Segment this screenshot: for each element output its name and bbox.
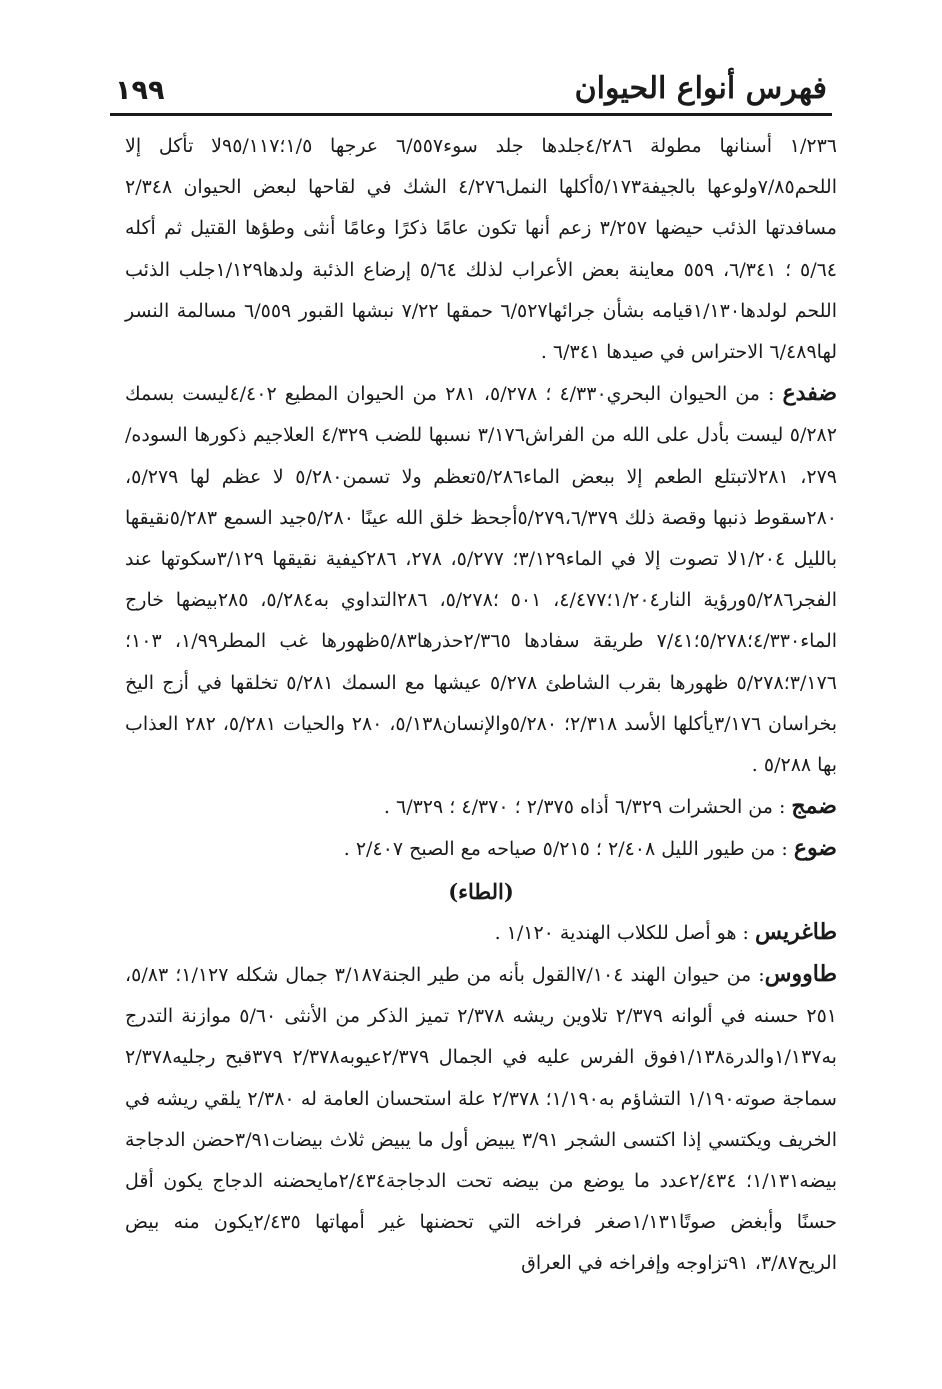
entry-text: : من حيوان الهند ٧/١٠٤القول بأنه من طير الجنة٣/١٨٧ جمال شكله ١/١٢٧؛ ٥/٨٣، ٢٥١ حسنه في ألوانه ٢/٣٧٩ تلاوين ريشه ٢/٣٧٨ تميز الذكر من الأنثى ٥/٦٠ موازنة التدرج به١/١٣٧والدرة١/١٣٨فوق الفرس عليه في الجمال ٢/٣٧٩عيوبه٢/٣٧٨ ٣٧٩قبح رجليه٢/٣٧٨ سماجة صوته١/١٩٠ التشاؤم به١/١٩٠؛ ٢/٣٧٨ علة استحسان العامة له ٢/٣٨٠ يلقي ريشه في الخريف ويكتسي إذا اكتسى الشجر ٣/٩١ يبيض أول ما يبيض ثلاث بيضات٣/٩١حضن الدجاجة بيضه١/١٣١؛ ٢/٤٣٤عدد ما يوضع من بيضه تحت الدجاجة٢/٤٣٤مايحضنه الدجاج يكون أقل حسنًا وأبغض صوتًا١/١٣١صغر فراخه التي تحضنها غير أمهاتها ٢/٤٣٥يكون منه بيض الريح٣/٨٧، ٩١تزاوجه وإفراخه في العراق — [125, 964, 838, 1275]
page-title: فهرس أنواع الحيوان — [574, 71, 827, 106]
index-entry — [125, 828, 837, 870]
entry-text: : من الحشرات ٦/٣٢٩ أذاه ٢/٣٧٥ ؛ ٤/٣٧٠ ؛ ٦/٣٢٩ . — [383, 796, 792, 819]
header-rule — [110, 113, 832, 116]
entry-text: : من الحيوان البحري٤/٣٣٠ ؛ ٥/٢٧٨، ٢٨١ من الحيوان المطيع ٤/٤٠٢ليست بسمك ٥/٢٨٢ ليست بأدل على الله من الفراش٣/١٧٦ نسبها للضب ٤/٣٢٩ العلاجيم ذكورها السوده/٢٧٩، ٢٨١لاتبتلع الطعم إلا ببعض الماء٥/٢٨٦تعظم ولا تسمن٥/٢٨٠ لا عظم لها ٥/٢٧٩، ٢٨٠سقوط ذنبها وقصة ذلك ٥/٢٧٩،٦/٣٧٩أجحظ خلق الله عينًا ٥/٢٨٠جيد السمع ٥/٢٨٣نقيقها بالليل ١/٢٠٤لا تصوت إلا في الماء٣/١٢٩؛ ٥/٢٧٧، ٢٧٨، ٢٨٦كيفية نقيقها ٣/١٢٩سكوتها عند الفجر٥/٢٨٦ورؤية النار١/٢٠٤؛٤/٤٧٧، ٥٠١ ؛٥/٢٧٨، ٢٨٦التداوي به٥/٢٨٤، ٢٨٥بيضها خارج الماء٤/٣٣٠؛٥/٢٧٨؛٧/٤١ طريقة سفادها ٢/٣٦٥حذرها٥/٨٣ظهورها غب المطر١/٩٩، ١٠٣؛ ٣/١٧٦؛٥/٢٧٨ ظهورها بقرب الشاطئ ٥/٢٧٨ عيشها مع السمك ٥/٢٨١ تخلقها في أزج اليخ بخراسان ٣/١٧٦يأكلها الأسد ٢/٣١٨؛ ٥/٢٨٠والإنسان٥/١٣٨، ٢٨٠ والحيات ٥/٢٨١، ٢٨٢ العذاب بها ٥/٢٨٨ . — [125, 383, 838, 777]
index-entry — [125, 786, 837, 828]
entry-headword: طاووس — [764, 961, 837, 988]
entry-headword: ضمج — [791, 793, 837, 820]
entry-headword: ضفدع — [782, 380, 838, 407]
section-heading: (الطاء) — [448, 878, 514, 904]
index-entry — [125, 126, 837, 373]
entry-headword: ضوع — [793, 835, 837, 862]
index-entry — [125, 373, 837, 786]
page-number: ١٩٩ — [115, 75, 165, 106]
page-header — [115, 56, 827, 106]
entry-text: : من طيور الليل ٢/٤٠٨ ؛ ٥/٢١٥ صياحه مع الصبح ٢/٤٠٧ . — [343, 838, 794, 861]
entry-text: ١/٢٣٦ أسنانها مطولة ٤/٢٨٦جلدها جلد سوء٦/٥٥٧ عرجها ١/٥؛٩٥/١١٧لا تأكل إلا اللحم٧/٨٥ولوعها بالجيفة٥/١٧٣أكلها النمل٤/٢٧٦ الشك في لقاحها لبعض الحيوان ٢/٣٤٨ مسافدتها الذئب حيضها ٣/٢٥٧ زعم أنها تكون عامًا ذكرًا وعامًا أنثى وطؤها القتيل ثم أكله ٥/٦٤ ؛ ٦/٣٤١، ٥٥٩ معاينة بعض الأعراب لذلك ٥/٦٤ إرضاع الذئبة ولدها١/١٢٩جلب الذئب اللحم لولدها١/١٣٠قيامه بشأن جرائها٦/٥٢٧ حمقها ٧/٢٢ نبشها القبور ٦/٥٥٩ مسالمة النسر لها٦/٤٨٩ الاحتراس في صيدها ٦/٣٤١ . — [125, 135, 838, 364]
index-body — [125, 126, 837, 1285]
entry-text: : هو أصل للكلاب الهندية ١/١٢٠ . — [494, 921, 755, 944]
index-entry — [125, 954, 837, 1285]
entry-headword: طاغريس — [754, 918, 837, 945]
index-entry — [125, 912, 837, 954]
